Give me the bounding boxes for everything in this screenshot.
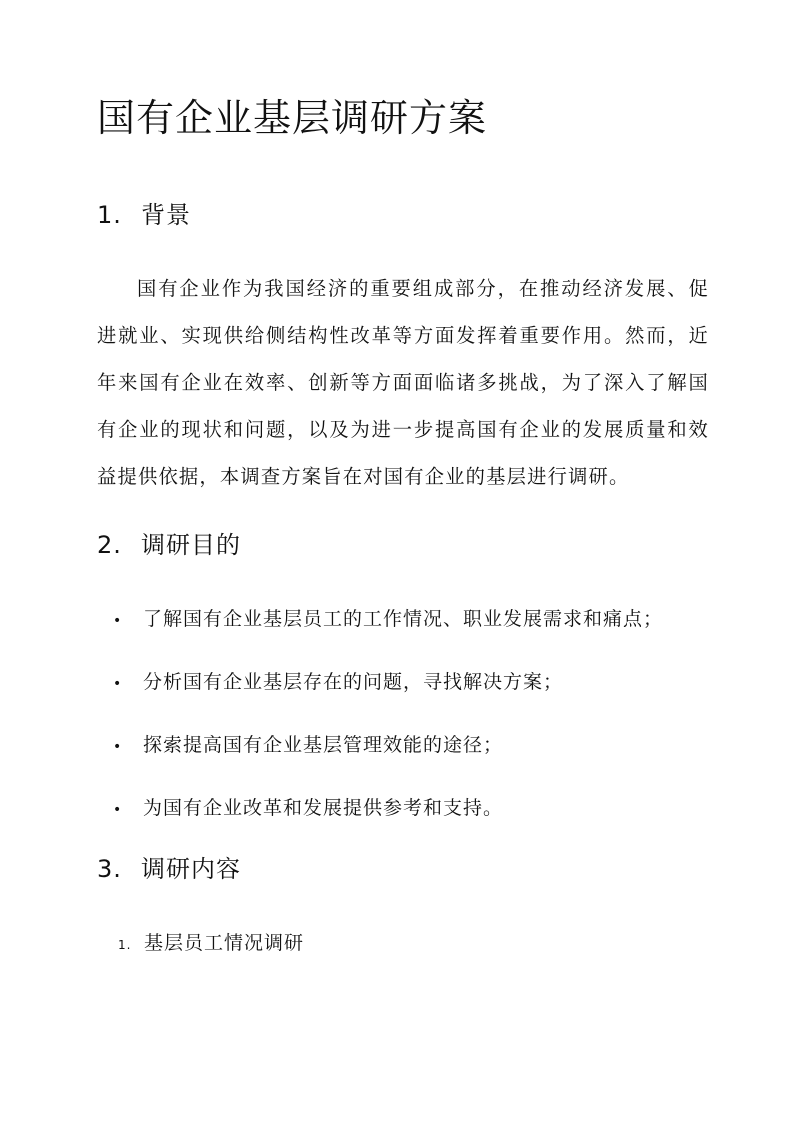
sub-item-number: 1. <box>118 938 132 952</box>
section-heading-background <box>97 198 191 232</box>
list-item-text: 分析国有企业基层存在的问题，寻找解决方案； <box>143 671 564 693</box>
list-item <box>113 724 663 787</box>
section-title: 背景 <box>141 201 191 229</box>
section-heading-purpose <box>97 528 241 562</box>
purpose-list <box>113 598 663 850</box>
list-item <box>113 787 663 850</box>
list-item <box>113 598 663 661</box>
list-item <box>113 661 663 724</box>
list-item-text: 探索提高国有企业基层管理效能的途径； <box>143 734 504 756</box>
bullet-icon: • <box>113 613 123 629</box>
section-number: 3. <box>97 855 122 883</box>
bullet-icon: • <box>113 739 123 755</box>
section-number: 2. <box>97 531 122 559</box>
background-paragraph: 国有企业作为我国经济的重要组成部分，在推动经济发展、促进就业、实现供给侧结构性改革等方面发挥着重要作用。然而，近年来国有企业在效率、创新等方面面临诸多挑战，为了深入了解国有企业的现状和问题，以及为进一步提高国有企业的发展质量和效益提供依据，本调查方案旨在对国有企业的基层进行调研。 <box>97 277 709 488</box>
list-item-text: 了解国有企业基层员工的工作情况、职业发展需求和痛点； <box>143 608 664 630</box>
section-number: 1. <box>97 201 122 229</box>
document-title: 国有企业基层调研方案 <box>97 96 488 140</box>
section-heading-content <box>97 852 241 886</box>
bullet-icon: • <box>113 676 123 692</box>
list-item-text: 为国有企业改革和发展提供参考和支持。 <box>143 797 504 819</box>
section-title: 调研目的 <box>141 531 241 559</box>
sub-item-label: 基层员工情况调研 <box>144 932 305 954</box>
numbered-sub-item <box>118 923 304 965</box>
bullet-icon: • <box>113 802 123 818</box>
section-title: 调研内容 <box>141 855 241 883</box>
